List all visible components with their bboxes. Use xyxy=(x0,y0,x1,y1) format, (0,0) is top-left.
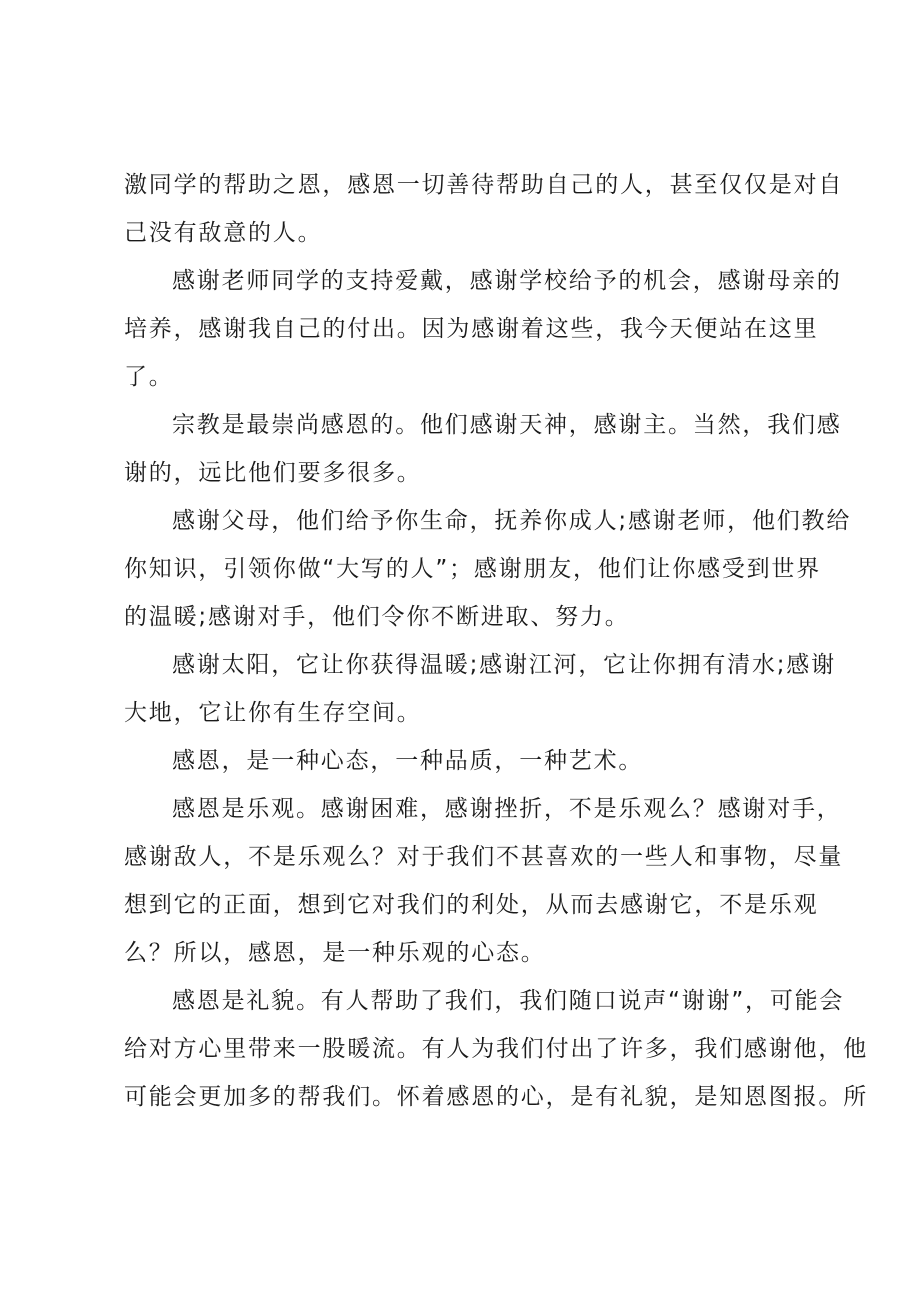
paragraph-4-line-1: 感谢父母，他们给予你生命，抚养你成人;感谢老师，他们教给 xyxy=(172,508,852,534)
paragraph-4-line-3: 的温暖;感谢对手，他们令你不断进取、努力。 xyxy=(124,604,630,630)
paragraph-6-line-1: 感恩，是一种心态，一种品质，一种艺术。 xyxy=(172,748,644,774)
paragraph-7-line-3: 想到它的正面，想到它对我们的利处，从而去感谢它，不是乐观 xyxy=(124,892,819,918)
paragraph-2-line-2: 培养，感谢我自己的付出。因为感谢着这些，我今天便站在这里 xyxy=(124,316,819,342)
paragraph-7-line-2: 感谢敌人，不是乐观么？对于我们不甚喜欢的一些人和事物，尽量 xyxy=(124,844,844,870)
paragraph-1-line-1: 激同学的帮助之恩，感恩一切善待帮助自己的人，甚至仅仅是对自 xyxy=(124,172,844,198)
paragraph-7-line-1: 感恩是乐观。感谢困难，感谢挫折，不是乐观么？感谢对手， xyxy=(172,796,842,822)
paragraph-2-line-3: 了。 xyxy=(124,364,174,390)
paragraph-7-line-4: 么？所以，感恩，是一种乐观的心态。 xyxy=(124,940,546,966)
paragraph-8-line-1: 感恩是礼貌。有人帮助了我们，我们随口说声“谢谢”，可能会 xyxy=(172,988,845,1014)
paragraph-8-line-2: 给对方心里带来一股暖流。有人为我们付出了许多，我们感谢他，他 xyxy=(124,1036,868,1062)
paragraph-1-line-2: 己没有敌意的人。 xyxy=(124,220,323,246)
paragraph-5-line-2: 大地，它让你有生存空间。 xyxy=(124,700,422,726)
paragraph-3-line-2: 谢的，远比他们要多很多。 xyxy=(124,460,422,486)
paragraph-2-line-1: 感谢老师同学的支持爱戴，感谢学校给予的机会，感谢母亲的 xyxy=(172,268,842,294)
paragraph-5-line-1: 感谢太阳，它让你获得温暖;感谢江河，它让你拥有清水;感谢 xyxy=(172,652,836,678)
paragraph-3-line-1: 宗教是最崇尚感恩的。他们感谢天神，感谢主。当然，我们感 xyxy=(172,412,842,438)
paragraph-8-line-3: 可能会更加多的帮我们。怀着感恩的心，是有礼貌，是知恩图报。所 xyxy=(124,1084,868,1110)
paragraph-4-line-2: 你知识，引领你做“大写的人”；感谢朋友，他们让你感受到世界 xyxy=(124,556,822,582)
